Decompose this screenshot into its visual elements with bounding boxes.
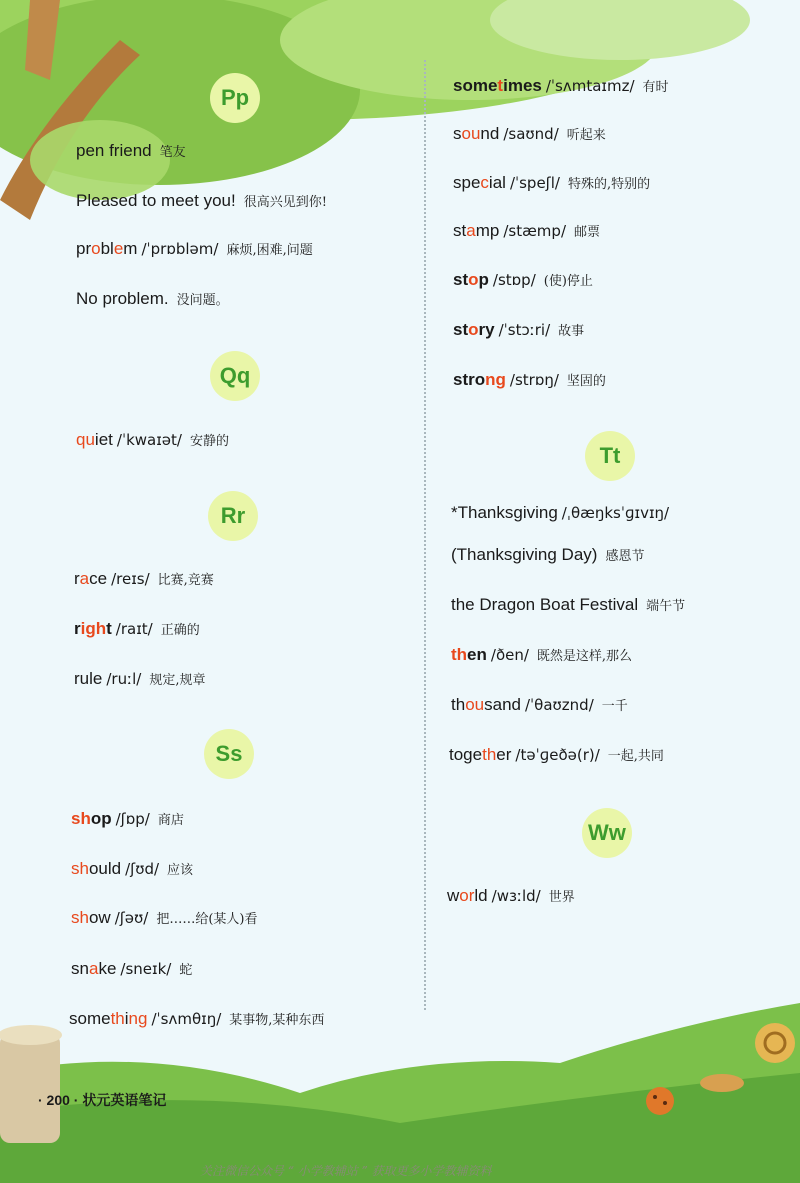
- entry-word: right: [74, 619, 112, 638]
- letter-badge-s: Ss: [204, 729, 254, 779]
- entry-rule: [74, 668, 206, 692]
- entry-chinese: 把……给(某人)看: [156, 912, 258, 927]
- entry-phonetic: /stɒp/: [492, 271, 536, 289]
- entry-chinese: 很高兴见到你!: [243, 195, 327, 210]
- entry-word: rule: [74, 669, 103, 688]
- entry-phonetic: /stæmp/: [503, 222, 566, 240]
- entry-chinese: 安静的: [189, 434, 229, 449]
- entry-dragon-boat-festival: [451, 594, 685, 618]
- entry-phonetic: /sneɪk/: [120, 960, 172, 978]
- entry-chinese: 蛇: [179, 963, 193, 978]
- entry-word: something: [69, 1009, 148, 1028]
- entry-phonetic: /ðen/: [490, 646, 529, 664]
- letter-badge-w: Ww: [582, 808, 632, 858]
- entry-chinese: 正确的: [160, 623, 200, 638]
- entry-quiet: [76, 429, 229, 453]
- entry-thanksgiving: [451, 502, 669, 524]
- entry-race: [74, 568, 214, 592]
- entry-phonetic: /ˈθaʊznd/: [524, 696, 594, 714]
- entry-stop: [453, 269, 593, 293]
- entry-chinese: 笔友: [159, 145, 186, 160]
- entry-chinese: 坚固的: [566, 374, 606, 389]
- letter-badge-r: Rr: [208, 491, 258, 541]
- entry-chinese: 端午节: [646, 599, 686, 614]
- entry-stamp: [453, 220, 600, 244]
- entry-word: special: [453, 173, 506, 192]
- entry-word: show: [71, 908, 111, 927]
- entry-phonetic: /reɪs/: [111, 570, 150, 588]
- entry-special: [453, 172, 650, 196]
- entry-word: sometimes: [453, 76, 542, 95]
- entry-word: problem: [76, 239, 138, 258]
- entry-chinese: 故事: [558, 324, 585, 339]
- entry-chinese: 没问题。: [176, 293, 229, 308]
- entry-show: [71, 907, 258, 931]
- entry-word: (Thanksgiving Day): [451, 545, 598, 564]
- entry-sometimes: [453, 75, 669, 99]
- entry-phonetic: /ʃɒp/: [115, 810, 150, 828]
- entry-chinese: 麻烦,困难,问题: [226, 243, 313, 258]
- entry-word: together: [449, 745, 512, 764]
- entry-problem: [76, 238, 313, 262]
- entry-right: [74, 618, 200, 642]
- entry-chinese: 商店: [157, 813, 184, 828]
- entry-chinese: 一千: [601, 699, 628, 714]
- entry-chinese: 应该: [167, 863, 194, 878]
- entry-word: pen friend: [76, 141, 152, 160]
- entry-phonetic: /ˈsʌmθɪŋ/: [151, 1010, 222, 1028]
- entry-word: *Thanksgiving: [451, 503, 558, 522]
- entry-word: race: [74, 569, 108, 588]
- entry-phonetic: /wɜːld/: [491, 887, 541, 905]
- entry-chinese: 特殊的,特别的: [567, 177, 651, 192]
- entry-word: strong: [453, 370, 506, 389]
- entry-should: [71, 858, 193, 882]
- entry-story: [453, 319, 584, 343]
- column-divider: [424, 60, 426, 1010]
- letter-badge-p: Pp: [210, 73, 260, 123]
- entry-chinese: 既然是这样,那么: [536, 649, 633, 664]
- entry-word: stamp: [453, 221, 500, 240]
- entry-phonetic: /ˌθæŋksˈɡɪvɪŋ/: [561, 504, 670, 522]
- entry-word: story: [453, 320, 495, 339]
- entry-phonetic: /saʊnd/: [503, 125, 559, 143]
- entry-chinese: 某事物,某种东西: [229, 1013, 325, 1028]
- entry-chinese: (使)停止: [543, 274, 593, 289]
- entry-word: sound: [453, 124, 500, 143]
- entry-phonetic: /ruːl/: [106, 670, 142, 688]
- entry-then: [451, 644, 632, 668]
- entry-chinese: 一起,共同: [607, 749, 664, 764]
- entry-strong: [453, 369, 606, 393]
- entry-thanksgiving-day: [451, 544, 644, 568]
- entry-word: Pleased to meet you!: [76, 191, 236, 210]
- entry-phonetic: /ˈspeʃl/: [509, 174, 560, 192]
- entry-word: then: [451, 645, 487, 664]
- entry-thousand: [451, 694, 628, 718]
- entry-world: [447, 885, 575, 909]
- entry-phonetic: /ˈstɔːri/: [498, 321, 551, 339]
- entry-word: should: [71, 859, 122, 878]
- entry-phonetic: /ˈkwaɪət/: [116, 431, 182, 449]
- page-footer: · 200 · 状元英语笔记: [38, 1092, 167, 1108]
- entry-word: thousand: [451, 695, 521, 714]
- entry-something: [69, 1008, 324, 1032]
- entry-snake: [71, 958, 192, 982]
- entry-phonetic: /təˈɡeðə(r)/: [515, 746, 600, 764]
- entry-chinese: 规定,规章: [149, 673, 206, 688]
- entry-phonetic: /strɒŋ/: [509, 371, 559, 389]
- entry-phonetic: /ˈprɒbləm/: [141, 240, 219, 258]
- entry-word: No problem.: [76, 289, 169, 308]
- entry-chinese: 世界: [548, 890, 575, 905]
- entry-no-problem: [76, 288, 229, 312]
- entry-phonetic: /ˈsʌmtaɪmz/: [545, 77, 635, 95]
- entry-chinese: 听起来: [566, 128, 606, 143]
- entry-word: shop: [71, 809, 112, 828]
- entry-pleased-to-meet-you: [76, 190, 327, 214]
- entry-phonetic: /ʃʊd/: [125, 860, 160, 878]
- entry-word: stop: [453, 270, 489, 289]
- entry-phonetic: /raɪt/: [115, 620, 153, 638]
- letter-badge-t: Tt: [585, 431, 635, 481]
- letter-badge-q: Qq: [210, 351, 260, 401]
- entry-shop: [71, 808, 184, 832]
- entry-together: [449, 744, 664, 768]
- entry-chinese: 有时: [642, 80, 669, 95]
- entry-word: the Dragon Boat Festival: [451, 595, 639, 614]
- watermark-text: 关注微信公众号 “ 小学教辅站 ” 获取更多小学教辅资料: [200, 1164, 492, 1178]
- entry-chinese: 邮票: [574, 225, 601, 240]
- entry-word: quiet: [76, 430, 113, 449]
- entry-chinese: 比赛,竞赛: [157, 573, 214, 588]
- entry-chinese: 感恩节: [605, 549, 645, 564]
- entry-sound: [453, 123, 606, 147]
- entry-word: world: [447, 886, 488, 905]
- entry-phonetic: /ʃəʊ/: [114, 909, 149, 927]
- entry-word: snake: [71, 959, 117, 978]
- entry-pen-friend: [76, 140, 186, 164]
